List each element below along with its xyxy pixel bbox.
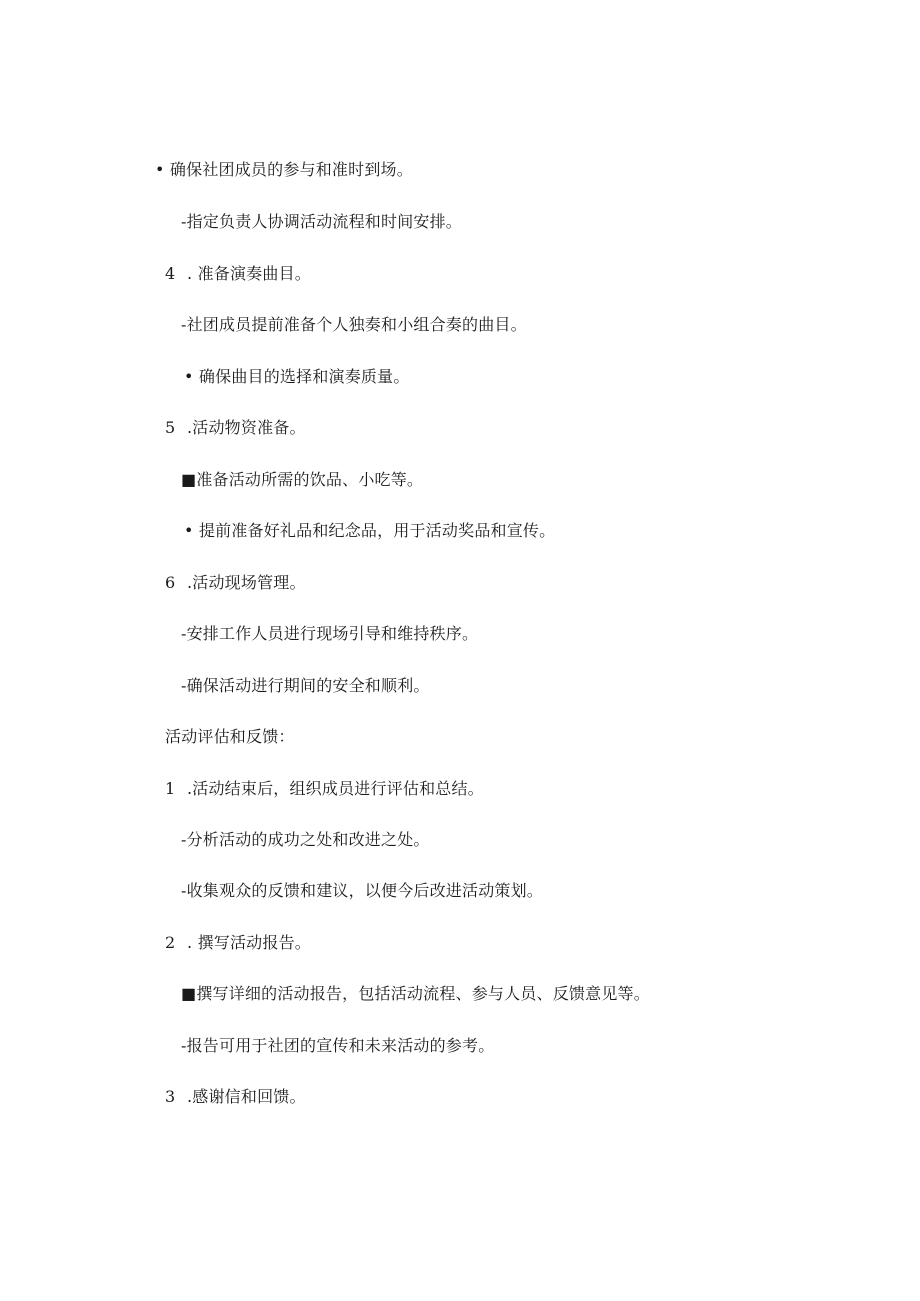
item-number: 3 <box>165 1087 176 1106</box>
bullet-line <box>184 366 410 388</box>
numbered-heading <box>165 263 311 285</box>
numbered-heading <box>165 1086 306 1108</box>
line-text: -分析活动的成功之处和改进之处。 <box>181 830 430 849</box>
line-text: .活动现场管理。 <box>187 573 306 592</box>
line-text: • 提前准备好礼品和纪念品，用于活动奖品和宣传。 <box>184 521 556 540</box>
dash-line <box>181 1035 494 1057</box>
line-text: -指定负责人协调活动流程和时间安排。 <box>181 212 463 231</box>
line-text: .活动结束后，组织成员进行评估和总结。 <box>187 779 484 798</box>
numbered-heading <box>165 572 306 594</box>
item-number: 5 <box>165 418 176 437</box>
line-text: -社团成员提前准备个人独奏和小组合奏的曲目。 <box>181 315 527 334</box>
item-number: 2 <box>165 933 176 952</box>
numbered-heading <box>165 417 306 439</box>
line-text: 活动评估和反馈： <box>165 727 295 746</box>
dash-line <box>181 211 462 233</box>
section-heading <box>165 726 295 748</box>
numbered-heading <box>165 778 484 800</box>
line-text: ■准备活动所需的饮品、小吃等。 <box>181 470 424 489</box>
square-bullet-line <box>181 469 423 491</box>
square-bullet-line <box>181 983 650 1005</box>
line-text: . 准备演奏曲目。 <box>187 264 311 283</box>
dash-line <box>181 675 430 697</box>
item-number: 4 <box>165 264 176 283</box>
line-text: .感谢信和回馈。 <box>187 1087 306 1106</box>
line-text: • 确保社团成员的参与和准时到场。 <box>155 160 413 179</box>
line-text: -报告可用于社团的宣传和未来活动的参考。 <box>181 1036 495 1055</box>
dash-line <box>181 829 430 851</box>
line-text: ■撰写详细的活动报告，包括活动流程、参与人员、反馈意见等。 <box>181 984 650 1003</box>
bullet-line <box>155 159 413 181</box>
dash-line <box>181 314 527 336</box>
line-text: -安排工作人员进行现场引导和维持秩序。 <box>181 624 479 643</box>
numbered-heading <box>165 932 311 954</box>
dash-line <box>181 623 478 645</box>
line-text: .活动物资准备。 <box>187 418 306 437</box>
item-number: 1 <box>165 779 176 798</box>
line-text: -确保活动进行期间的安全和顺利。 <box>181 676 430 695</box>
line-text: . 撰写活动报告。 <box>187 933 311 952</box>
bullet-line <box>184 520 555 542</box>
item-number: 6 <box>165 573 176 592</box>
line-text: -收集观众的反馈和建议，以便今后改进活动策划。 <box>181 881 544 900</box>
dash-line <box>181 880 543 902</box>
line-text: • 确保曲目的选择和演奏质量。 <box>184 367 410 386</box>
